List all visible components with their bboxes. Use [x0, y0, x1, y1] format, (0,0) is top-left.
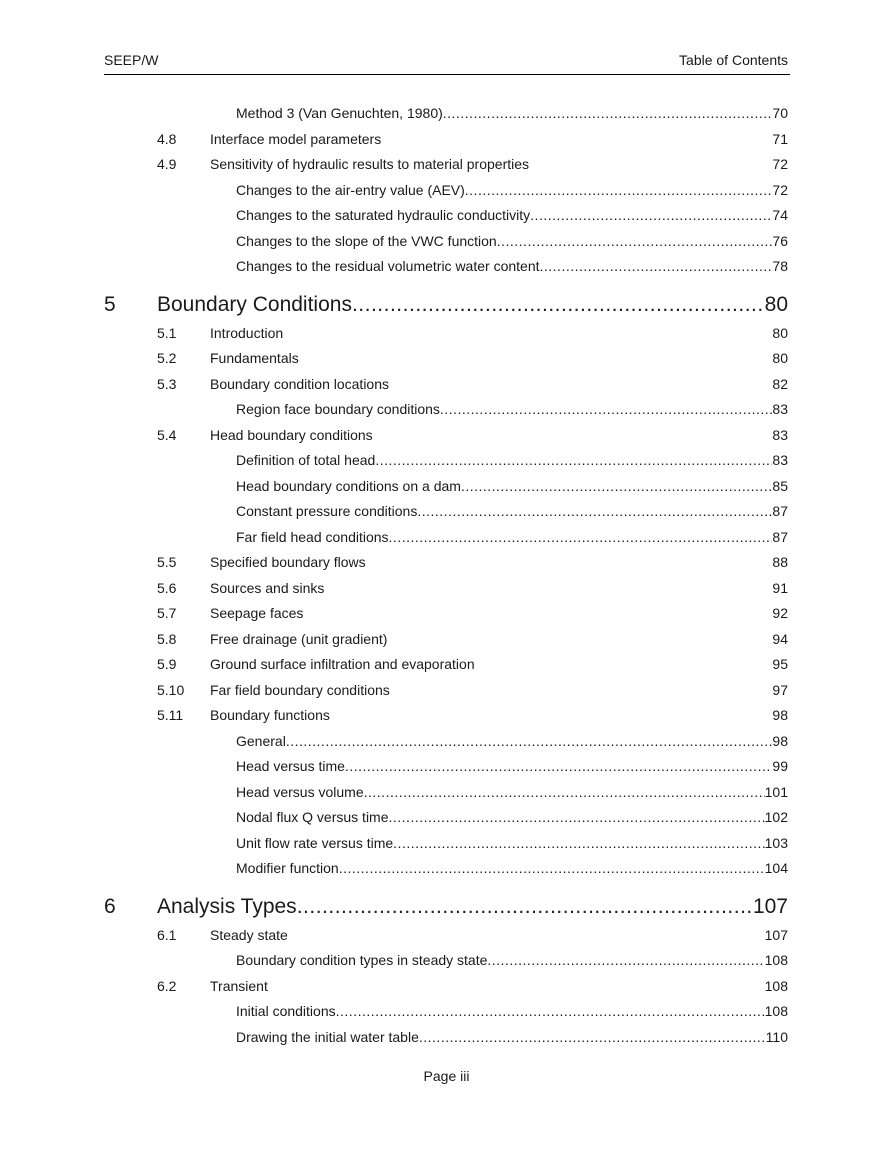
toc-entry-title: Nodal flux Q versus time [236, 809, 389, 825]
toc-entry-number: 5.6 [157, 579, 177, 596]
toc-entry-number: 5.10 [157, 681, 185, 698]
toc-entry-title: Ground surface infiltration and evaporation [210, 656, 475, 672]
toc-entry-title: Specified boundary flows [210, 554, 366, 570]
toc-entry-title: Changes to the saturated hydraulic conductivity [236, 207, 531, 223]
toc-entry-line [236, 181, 788, 199]
toc-entry-number: 5.8 [157, 630, 177, 647]
toc-dot-leader [345, 757, 772, 775]
toc-entry-title: Seepage faces [210, 605, 304, 621]
toc-entry-page-number: 104 [764, 860, 788, 876]
toc-dot-leader [389, 808, 765, 826]
toc-entry-title: Changes to the air-entry value (AEV) [236, 181, 465, 198]
toc-dot-leader [461, 477, 772, 495]
toc-entry-number: 6 [104, 894, 116, 918]
toc-entry-title: Fundamentals [210, 350, 299, 366]
toc-entry-page-number: 72 [772, 181, 788, 198]
toc-entry-page-number: 101 [764, 783, 788, 800]
toc-entry-title: Introduction [210, 324, 284, 341]
toc-entry-title: General [236, 732, 286, 749]
toc-entry-line [210, 655, 788, 673]
toc-entry-line [236, 232, 788, 250]
toc-entry-page-number: 108 [764, 952, 788, 968]
toc-entry-title: Modifier function [236, 860, 339, 876]
toc-entry-title: Initial conditions [236, 1003, 336, 1019]
header-doc-title: SEEP/W [104, 52, 159, 68]
toc-entry-title: Far field head conditions [236, 528, 389, 545]
toc-entry-number: 6.1 [157, 926, 177, 943]
toc-entry-line [236, 834, 788, 852]
toc-entry-page-number: 87 [772, 503, 788, 519]
toc-entry-number: 5.4 [157, 426, 177, 443]
toc-entry-title: Free drainage (unit gradient) [210, 630, 388, 647]
toc-dot-leader [352, 292, 765, 318]
toc-entry-title: Boundary functions [210, 707, 330, 723]
toc-entry-line [210, 324, 788, 342]
toc-entry-page-number: 78 [772, 258, 788, 274]
toc-entry-line [236, 400, 788, 418]
toc-dot-leader [393, 834, 764, 852]
toc-entry-title: Definition of total head [236, 452, 376, 468]
toc-dot-leader [417, 502, 772, 520]
toc-entry-number: 5.2 [157, 350, 177, 366]
toc-entry-title: Analysis Types [157, 894, 297, 918]
toc-dot-leader [339, 859, 765, 877]
toc-entry-page-number: 82 [772, 375, 788, 392]
toc-entry-page-number: 80 [772, 350, 788, 366]
toc-dot-leader [443, 104, 773, 122]
toc-entry-line [210, 706, 788, 724]
toc-entry-page-number: 97 [772, 681, 788, 698]
toc-entry-title: Transient [210, 977, 268, 994]
toc-entry-number: 5.1 [157, 324, 177, 341]
toc-entry-page-number: 87 [772, 528, 788, 545]
toc-entry-line [236, 757, 788, 775]
toc-entry-line [236, 1002, 788, 1020]
toc-entry-title: Sources and sinks [210, 579, 325, 596]
toc-entry-title: Head boundary conditions on a dam [236, 477, 461, 494]
toc-dot-leader [487, 951, 764, 969]
toc-entry-page-number: 108 [764, 977, 788, 994]
toc-entry-title: Interface model parameters [210, 130, 382, 147]
toc-entry-number: 5 [104, 292, 116, 316]
toc-entry-page-number: 110 [765, 1028, 788, 1045]
toc-entry-title: Boundary Conditions [157, 292, 352, 316]
toc-dot-leader [465, 181, 773, 199]
toc-entry-title: Boundary condition locations [210, 375, 390, 392]
toc-entry-page-number: 83 [772, 452, 788, 468]
toc-entry-line [210, 349, 788, 367]
toc-entry-line [236, 104, 788, 122]
toc-entry-page-number: 99 [772, 758, 788, 774]
toc-entry-page-number: 92 [772, 605, 788, 621]
toc-entry-line [236, 859, 788, 877]
toc-dot-leader [336, 1002, 765, 1020]
toc-entry-line [157, 894, 788, 920]
toc-entry-line [236, 783, 788, 801]
toc-entry-title: Head versus volume [236, 783, 364, 800]
toc-entry-title: Changes to the residual volumetric water content [236, 258, 540, 274]
toc-entry-line [236, 451, 788, 469]
toc-dot-leader [364, 783, 765, 801]
toc-entry-number: 6.2 [157, 977, 177, 994]
toc-dot-leader [389, 528, 773, 546]
toc-entry-line [236, 206, 788, 224]
toc-entry-number: 5.9 [157, 656, 177, 672]
toc-dot-leader [286, 732, 773, 750]
toc-entry-title: Boundary condition types in steady state [236, 952, 488, 968]
page-footer: Page iii [423, 1068, 470, 1084]
toc-entry-page-number: 91 [772, 579, 788, 596]
toc-entry-line [210, 604, 788, 622]
toc-entry-number: 5.3 [157, 375, 177, 392]
toc-entry-line [210, 130, 788, 148]
toc-dot-leader [540, 257, 773, 275]
toc-entry-line [210, 155, 788, 173]
toc-dot-leader [419, 1028, 766, 1046]
toc-dot-leader [375, 451, 772, 469]
toc-dot-leader [297, 894, 753, 920]
toc-entry-title: Far field boundary conditions [210, 681, 390, 698]
header-section-title: Table of Contents [679, 52, 788, 68]
toc-entry-title: Changes to the slope of the VWC function [236, 232, 497, 249]
toc-dot-leader [497, 232, 773, 250]
toc-entry-title: Head versus time [236, 758, 345, 774]
toc-entry-line [236, 951, 788, 969]
toc-entry-line [210, 375, 788, 393]
toc-entry-number: 4.9 [157, 156, 177, 172]
toc-entry-line [210, 977, 788, 995]
toc-entry-title: Constant pressure conditions [236, 503, 418, 519]
toc-entry-title: Sensitivity of hydraulic results to material properties [210, 156, 530, 172]
page-header [104, 52, 790, 75]
toc-entry-page-number: 80 [772, 324, 788, 341]
toc-entry-page-number: 103 [764, 834, 788, 851]
toc-entry-page-number: 80 [764, 292, 788, 316]
toc-entry-page-number: 72 [772, 156, 788, 172]
toc-entry-page-number: 76 [772, 232, 788, 249]
toc-entry-line [236, 1028, 788, 1046]
toc-entry-line [157, 292, 788, 318]
toc-entry-title: Unit flow rate versus time [236, 834, 394, 851]
toc-entry-line [210, 630, 788, 648]
toc-entry-title: Steady state [210, 926, 288, 943]
toc-entry-page-number: 98 [772, 732, 788, 749]
toc-entry-page-number: 83 [772, 426, 788, 443]
toc-entry-page-number: 102 [764, 809, 788, 825]
toc-entry-page-number: 108 [764, 1003, 788, 1019]
toc-entry-line [210, 579, 788, 597]
toc-entry-number: 5.7 [157, 605, 177, 621]
toc-entry-number: 5.5 [157, 554, 177, 570]
toc-entry-page-number: 88 [772, 554, 788, 570]
toc-entry-line [236, 732, 788, 750]
toc-entry-page-number: 83 [772, 401, 788, 417]
toc-entry-line [236, 502, 788, 520]
toc-entry-number: 4.8 [157, 130, 177, 147]
toc-entry-page-number: 98 [772, 707, 788, 723]
toc-entry-line [210, 553, 788, 571]
toc-entry-page-number: 85 [772, 477, 788, 494]
toc-entry-page-number: 71 [772, 130, 788, 147]
toc-entry-title: Region face boundary conditions [236, 401, 440, 417]
toc-entry-page-number: 107 [764, 926, 788, 943]
toc-dot-leader [530, 206, 772, 224]
toc-entry-line [236, 528, 788, 546]
toc-entry-title: Drawing the initial water table [236, 1028, 419, 1045]
toc-entry-page-number: 107 [752, 894, 788, 918]
toc-entry-title: Method 3 (Van Genuchten, 1980) [236, 105, 443, 121]
toc-entry-line [236, 257, 788, 275]
toc-entry-page-number: 94 [772, 630, 788, 647]
toc-entry-line [236, 808, 788, 826]
toc-entry-line [210, 926, 788, 944]
toc-dot-leader [440, 400, 773, 418]
toc-entry-number: 5.11 [157, 707, 184, 723]
toc-entry-line [210, 426, 788, 444]
toc-entry-page-number: 95 [772, 656, 788, 672]
toc-entry-line [210, 681, 788, 699]
toc-entry-page-number: 70 [772, 105, 788, 121]
toc-entry-page-number: 74 [772, 207, 788, 223]
toc-entry-title: Head boundary conditions [210, 426, 373, 443]
toc-entry-line [236, 477, 788, 495]
